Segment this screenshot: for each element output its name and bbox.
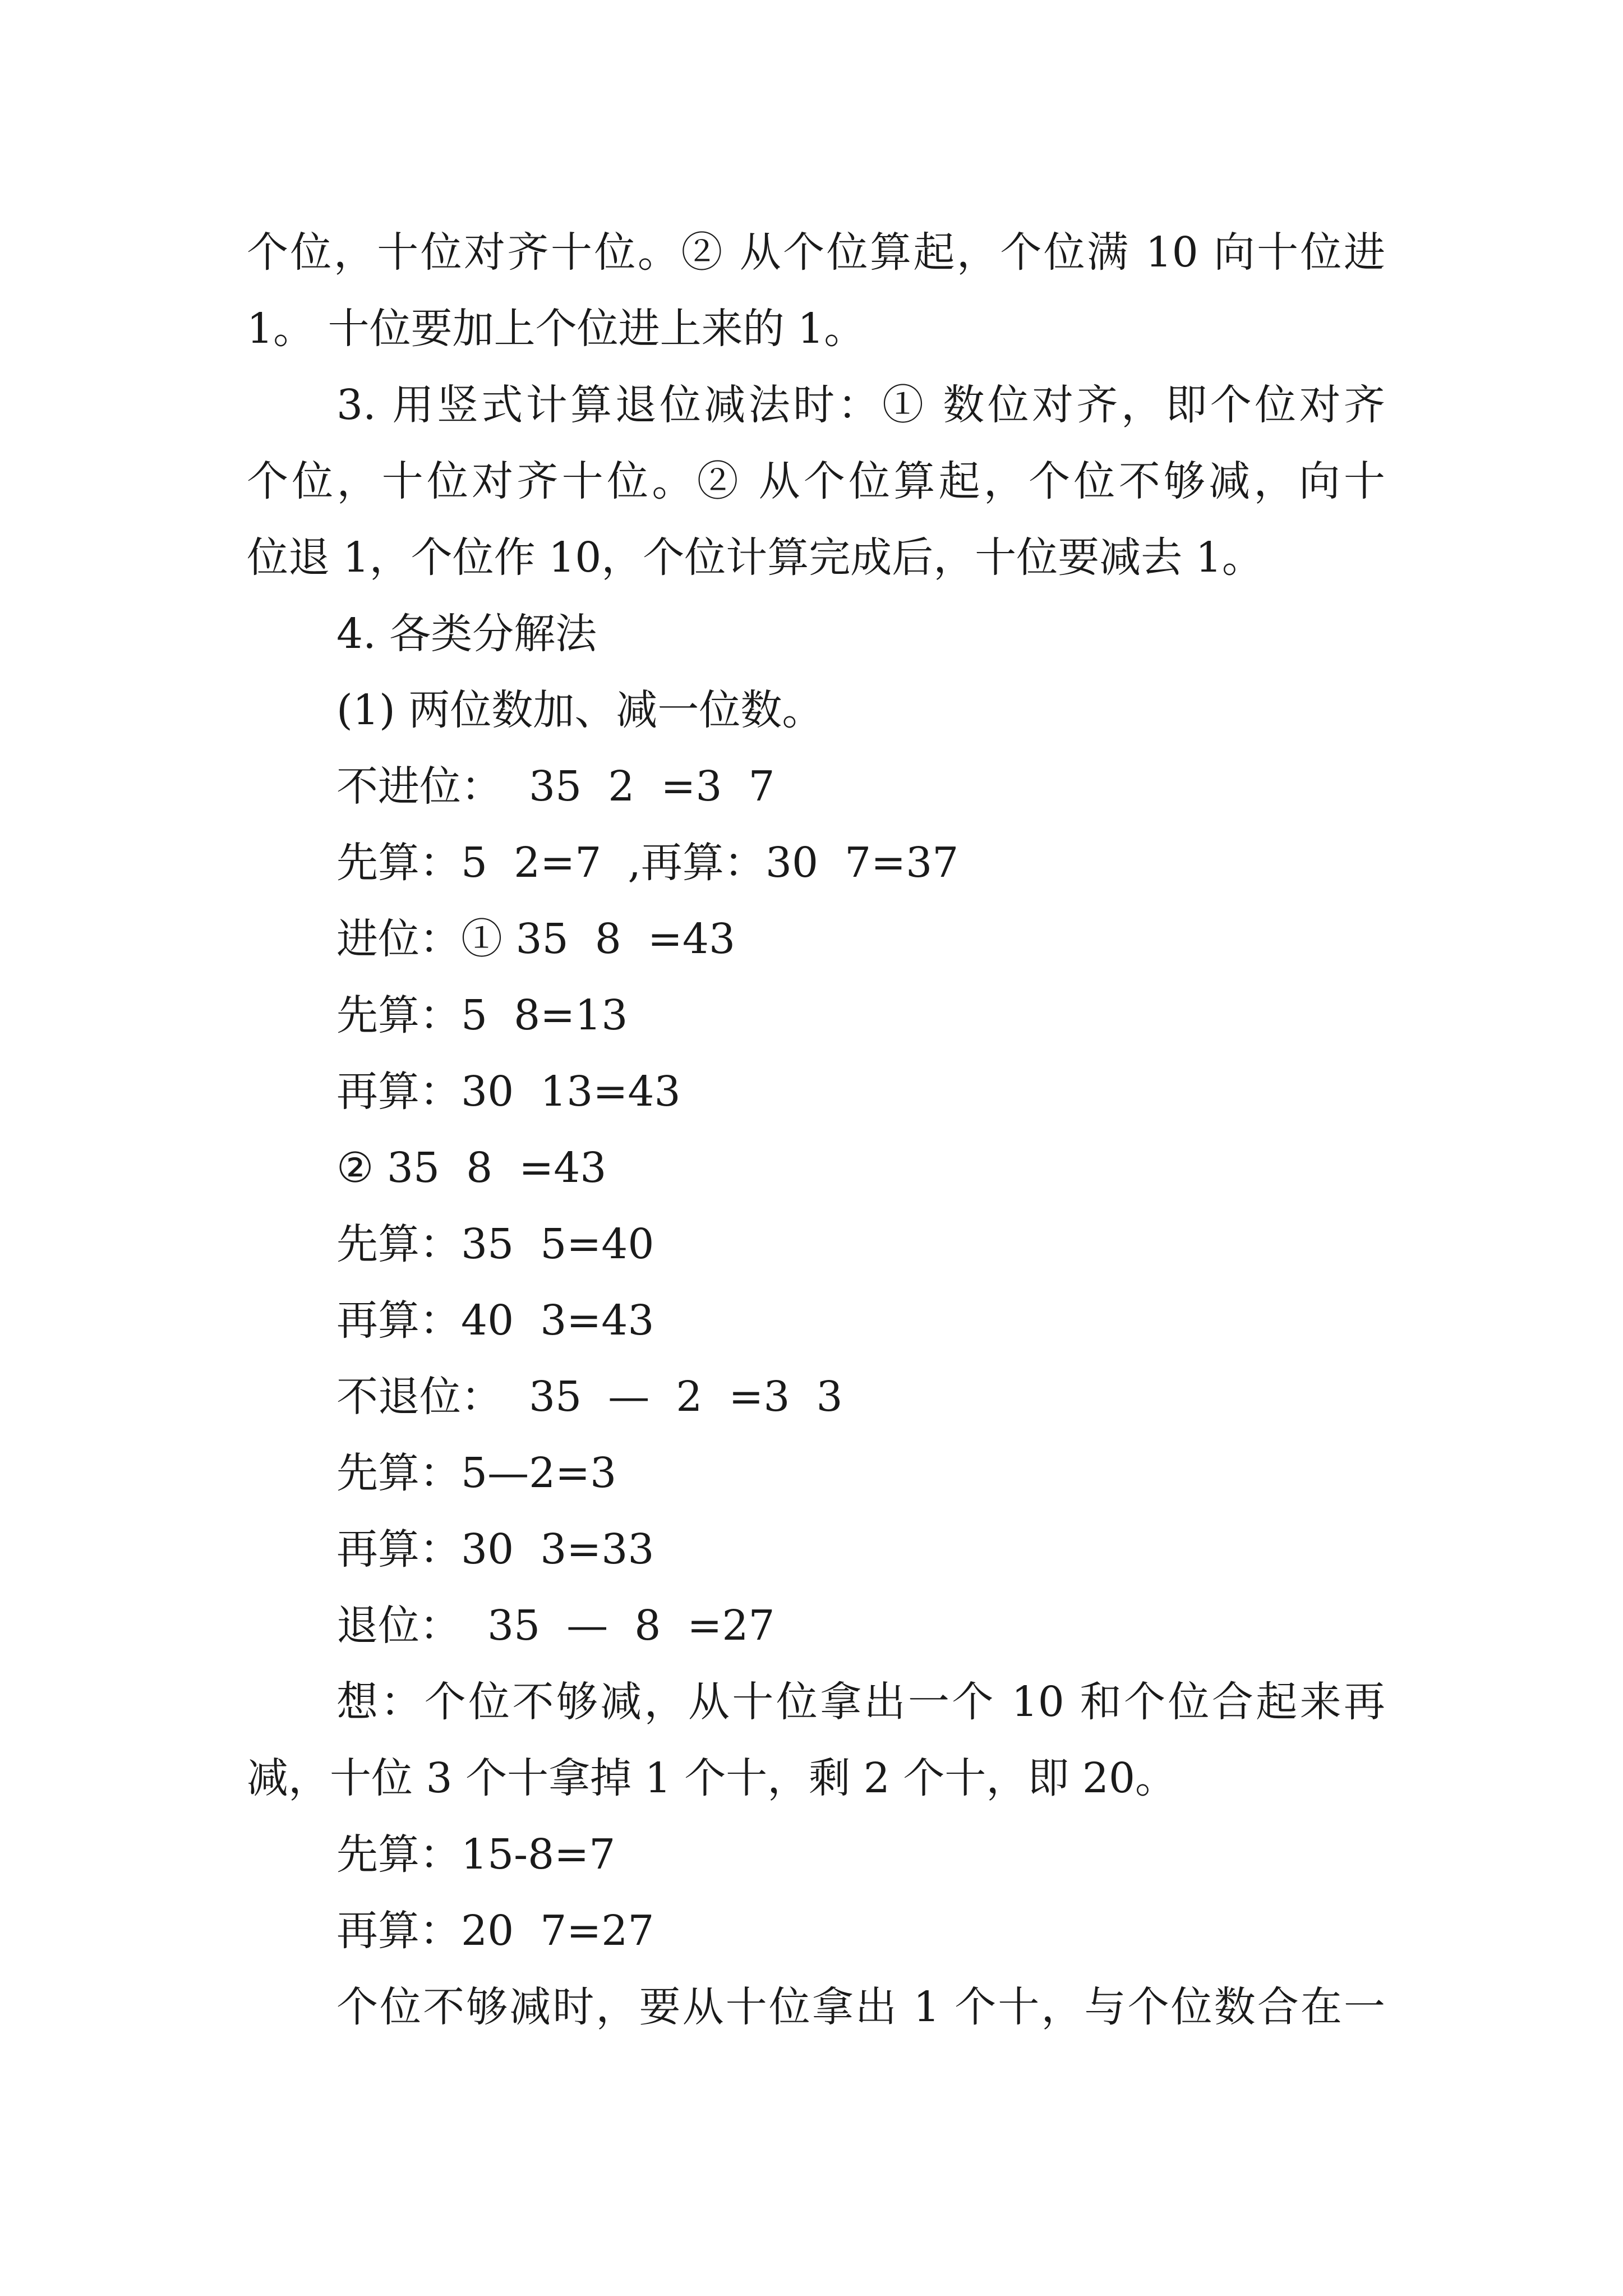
text-line: 不进位： 35 2 =3 7 — [336, 762, 775, 811]
body-text — [247, 214, 1385, 2045]
section-heading: 4. 各类分解法 — [336, 610, 597, 658]
text-line: 个位不够减时，要从十位拿出 1 个十，与个位数合在一 — [336, 1983, 1385, 2031]
text-line: 再算：30 13=43 — [336, 1068, 681, 1116]
text-line: 先算：5—2=3 — [336, 1449, 617, 1497]
subsection-heading: (1) 两位数加、减一位数。 — [336, 686, 824, 734]
text-line: 不退位： 35 — 2 =3 3 — [336, 1373, 843, 1421]
text-line: 退位： 35 — 8 =27 — [336, 1602, 775, 1650]
text-line: 再算：20 7=27 — [336, 1907, 654, 1955]
text-line: 先算：5 8=13 — [336, 991, 628, 1039]
text-line: 再算：30 3=33 — [336, 1525, 654, 1573]
text-line: 位退 1，个位作 10，个位计算完成后，十位要减去 1。 — [247, 533, 1264, 582]
text-line: 3. 用竖式计算退位减法时：① 数位对齐，即个位对齐 — [336, 381, 1385, 429]
text-line: 先算：15-8=7 — [336, 1830, 616, 1879]
text-line: 再算：40 3=43 — [336, 1296, 654, 1345]
text-line: 先算：35 5=40 — [336, 1220, 654, 1268]
text-line: 进位：① 35 8 =43 — [336, 915, 736, 963]
text-line: ② 35 8 =43 — [336, 1144, 607, 1192]
text-line: 先算：5 2=7 ,再算：30 7=37 — [336, 839, 959, 887]
text-line: 想：个位不够减，从十位拿出一个 10 和个位合起来再 — [336, 1678, 1385, 1726]
text-line: 个位，十位对齐十位。② 从个位算起，个位满 10 向十位进 — [247, 228, 1385, 277]
text-line: 减，十位 3 个十拿掉 1 个十，剩 2 个十，即 20。 — [247, 1754, 1177, 1802]
text-line: 个位，十位对齐十位。② 从个位算起，个位不够减，向十 — [247, 457, 1385, 505]
text-line: 1。 十位要加上个位进上来的 1。 — [247, 305, 866, 353]
